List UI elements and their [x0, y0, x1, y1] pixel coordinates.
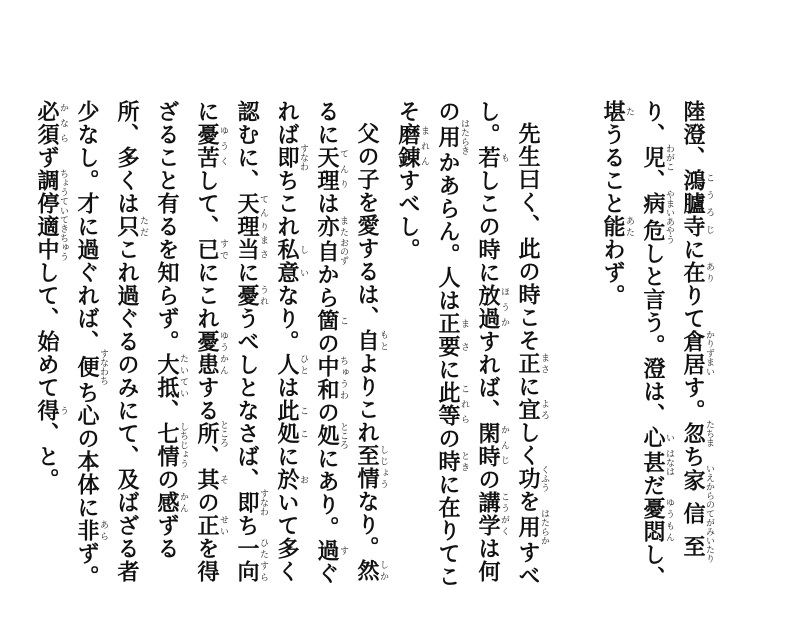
text-run: は何の [435, 100, 501, 583]
text-run: しこの時に [475, 169, 501, 284]
text-run: すれば、 [475, 330, 501, 422]
ruby-base: 家信至 [680, 464, 706, 563]
text-run: を得ざること有るを知らず。 [154, 100, 220, 583]
ruby-base: 病 [640, 190, 666, 217]
ruby-base: 天理当 [234, 192, 260, 261]
ruby-word [640, 190, 674, 217]
text-run: の [475, 468, 501, 491]
furigana: やまい [664, 190, 674, 217]
ruby-base: 中和 [314, 355, 340, 401]
text-run: これ過ぐるのみにて、及ばざる者少なし。才に過ぐれば、 [74, 100, 140, 583]
text-run: なり。 [354, 490, 380, 559]
ruby-base: 便 [74, 349, 100, 385]
ruby-word [640, 144, 674, 171]
furigana: ひと [298, 353, 308, 376]
ruby-base: 感 [154, 491, 180, 514]
ruby-base: 時 [435, 450, 461, 473]
ruby-word [640, 497, 674, 543]
ruby-base: 児 [640, 144, 666, 171]
ruby-word [194, 420, 228, 447]
ruby-word [314, 539, 348, 562]
ruby-word [475, 422, 509, 468]
ruby-word [314, 238, 348, 265]
ruby-word [515, 398, 549, 421]
text-run: に [680, 238, 706, 261]
ruby-base: 調停適中 [34, 169, 60, 261]
ruby-base: 憂患 [194, 330, 220, 376]
ruby-word [435, 119, 469, 155]
ruby-base: 其 [194, 468, 220, 491]
ruby-word [154, 422, 188, 468]
ruby-word [234, 284, 268, 307]
ruby-base: 堪 [600, 100, 626, 123]
ruby-base: 七情 [154, 422, 180, 468]
ruby-base: 大抵 [154, 353, 180, 399]
ruby-base: 磨錬 [395, 123, 421, 169]
text-run: 、 [154, 399, 180, 422]
text-run: るに [314, 100, 340, 146]
text-run: ずる所、多くは [114, 100, 180, 560]
furigana: すなわち [98, 349, 108, 385]
ruby-word [74, 519, 108, 542]
furigana: う [58, 399, 68, 422]
text-run: りて [680, 284, 706, 330]
text-run: に在りてこそ [395, 100, 461, 588]
text-run: り、 [640, 100, 666, 146]
ruby-base: 危 [640, 217, 666, 244]
ruby-base: 自 [354, 329, 380, 352]
text-run: から [314, 263, 340, 309]
ruby-word [234, 489, 268, 516]
furigana: あた [624, 215, 634, 238]
ruby-base: 甚 [640, 449, 666, 476]
text-run: かあらん。人は [435, 151, 461, 312]
furigana: ちゅうわ [338, 355, 348, 401]
ruby-word [234, 537, 268, 583]
ruby-base: 能 [600, 215, 626, 238]
ruby-base: 用 [515, 509, 541, 545]
furigana: ところ [338, 422, 348, 449]
ruby-word [314, 422, 348, 449]
text-run: に [194, 100, 220, 123]
text-run: なり。 [274, 284, 300, 353]
ruby-base: 心 [640, 426, 666, 449]
ruby-base: 処 [314, 422, 340, 449]
text-run: いて多く認むに、 [234, 100, 300, 583]
ruby-word [680, 169, 714, 238]
furigana: あやう [664, 217, 674, 244]
furigana: もと [378, 329, 388, 352]
furigana: こ [338, 309, 348, 332]
ruby-word [194, 238, 228, 261]
text-run: しく [515, 421, 541, 467]
ruby-word [435, 450, 469, 473]
ruby-word [34, 169, 68, 261]
ruby-word [194, 330, 228, 376]
ruby-word [435, 312, 469, 358]
furigana: よろ [539, 398, 549, 421]
ruby-base: 非 [74, 519, 100, 542]
ruby-base: 用 [435, 119, 461, 155]
ruby-base: 憂 [234, 284, 260, 307]
ruby-base: 於 [274, 468, 300, 491]
ruby-word [314, 355, 348, 401]
ruby-word [354, 559, 388, 582]
ruby-base: 倉居 [680, 330, 706, 376]
ruby-base: 一向 [234, 537, 260, 583]
furigana: あり [704, 261, 714, 284]
furigana: た [624, 100, 634, 123]
furigana: ひたすら [258, 537, 268, 583]
text-run: は [274, 376, 300, 399]
ruby-base: 閑時 [475, 422, 501, 468]
ruby-base: 私意 [274, 238, 300, 284]
text-run: ち心の本体に [74, 381, 100, 519]
text-run: の [314, 401, 340, 424]
text-run: す。 [680, 376, 706, 422]
text-run: ちこれ [274, 169, 300, 238]
furigana: すなわ [298, 144, 308, 171]
text-run: わず。 [600, 238, 626, 307]
ruby-word [475, 284, 509, 330]
paragraph-2 [388, 100, 549, 600]
furigana: まさ [459, 312, 469, 358]
text-run: しと言う。澄は、 [640, 242, 666, 426]
text-run: して、始めて [34, 261, 60, 399]
paragraph-3 [27, 100, 388, 600]
text-run: の [194, 491, 220, 514]
ruby-word [680, 261, 714, 284]
ruby-base: 即 [234, 489, 260, 516]
text-run: すべし。 [395, 169, 421, 261]
ruby-word [515, 509, 549, 545]
ruby-word [515, 352, 549, 375]
text-run: だ [640, 474, 666, 497]
ruby-word [435, 381, 469, 427]
text-run: ち [234, 514, 260, 537]
furigana: こうろじ [704, 169, 714, 238]
text-run: 、と。 [34, 422, 60, 491]
ruby-word [274, 353, 308, 376]
text-run: に [435, 358, 461, 381]
ruby-base: 至情 [354, 444, 380, 490]
text-run: の [154, 468, 180, 491]
text-run: 先生曰く、此の時こそ [515, 122, 541, 352]
ruby-word [314, 146, 348, 192]
text-run: し、 [640, 543, 666, 589]
ruby-word [34, 399, 68, 422]
furigana: しじょう [378, 444, 388, 490]
ruby-base: 必須 [34, 100, 60, 146]
text-run: に [234, 261, 260, 284]
text-run: の [314, 332, 340, 355]
text-run: にこれ [194, 261, 220, 330]
ruby-base: 所 [194, 420, 220, 447]
furigana: かりずまい [704, 330, 714, 376]
ruby-base: 得 [34, 399, 60, 422]
ruby-base: 此等 [435, 381, 461, 427]
ruby-base: 箇 [314, 309, 340, 332]
ruby-word [34, 100, 68, 146]
ruby-word [74, 349, 108, 385]
furigana: す [338, 539, 348, 562]
ruby-word [640, 426, 674, 449]
furigana: ゆうもん [664, 497, 674, 543]
text-run: よりこれ [354, 352, 380, 444]
ruby-base: 人 [274, 353, 300, 376]
furigana: はなは [664, 449, 674, 476]
furigana: うれ [258, 284, 268, 307]
ruby-base: 放過 [475, 284, 501, 330]
furigana: たいてい [178, 353, 188, 399]
text-run: ず。 [74, 542, 100, 588]
ruby-word [314, 215, 348, 238]
furigana: ただ [138, 215, 148, 238]
ruby-word [640, 449, 674, 476]
ruby-word [475, 491, 509, 537]
ruby-word [114, 215, 148, 238]
furigana: かなら [58, 100, 68, 146]
text-run: 父の子を愛するは、 [354, 122, 380, 329]
ruby-word [194, 514, 228, 537]
text-run: 、 [640, 169, 666, 192]
text-run: ぐれば [274, 100, 340, 585]
paragraph-1 [593, 100, 714, 600]
text-run: ず [34, 146, 60, 169]
furigana: も [499, 146, 509, 169]
ruby-base: 正 [194, 514, 220, 537]
furigana: てんり [338, 146, 348, 192]
furigana: かんじ [499, 422, 509, 468]
ruby-word [314, 309, 348, 332]
ruby-word [274, 468, 308, 491]
ruby-base: 宜 [515, 398, 541, 421]
furigana: たちま [704, 420, 714, 447]
furigana: はたらか [539, 509, 549, 545]
ruby-word [640, 217, 674, 244]
ruby-base: 憂悶 [640, 497, 666, 543]
ruby-base: 天理 [314, 146, 340, 192]
ruby-base: 即 [274, 144, 300, 171]
text-run: すべし。 [475, 100, 541, 587]
ruby-word [680, 464, 714, 563]
text-run: ち [680, 445, 706, 468]
ruby-base: 功 [515, 465, 541, 492]
ruby-word [354, 444, 388, 490]
furigana: お [298, 468, 308, 491]
ruby-word [154, 491, 188, 514]
text-run: を [515, 490, 541, 513]
ruby-word [194, 468, 228, 491]
ruby-word [194, 123, 228, 169]
ruby-base: 在 [680, 261, 706, 284]
furigana: はたらき [459, 119, 469, 155]
ruby-base: 過 [314, 539, 340, 562]
furigana: てんりまさ [258, 192, 268, 261]
text-run: は [314, 192, 340, 215]
text-run: 、 [194, 445, 220, 468]
ruby-base: 自 [314, 238, 340, 265]
vertical-text-block [27, 100, 714, 600]
ruby-base: 講学 [475, 491, 501, 537]
text-run: うべしとなさば、 [234, 307, 260, 491]
ruby-word [600, 100, 634, 123]
furigana: しちじょう [178, 422, 188, 468]
furigana: かん [178, 491, 188, 514]
text-run: する [194, 376, 220, 422]
furigana: わがこ [664, 144, 674, 171]
ruby-base: 正 [515, 352, 541, 375]
furigana: い [664, 426, 674, 449]
furigana: ここ [298, 399, 308, 445]
furigana: しか [378, 559, 388, 582]
furigana: しい [298, 238, 308, 284]
ruby-base: 此処 [274, 399, 300, 445]
text-run: して、 [194, 169, 220, 238]
ruby-word [234, 192, 268, 261]
furigana: これら [459, 381, 469, 427]
furigana: ちょうていてきちゅう [58, 169, 68, 261]
text-run: に [274, 445, 300, 468]
text-run: うること [600, 123, 626, 215]
furigana: くふう [539, 465, 549, 492]
ruby-base: 只 [114, 215, 140, 238]
furigana: いえからのてがみいたり [704, 464, 714, 563]
ruby-base: 忽 [680, 420, 706, 447]
furigana: また [338, 215, 348, 238]
furigana: すで [218, 238, 228, 261]
text-run: 陸澄、 [680, 100, 706, 169]
furigana: すなわ [258, 489, 268, 516]
ruby-base: 正要 [435, 312, 461, 358]
text-run: にあり。 [314, 447, 340, 539]
furigana: あら [98, 519, 108, 542]
ruby-word [475, 146, 509, 169]
text-run: の [435, 427, 461, 450]
furigana: こうがく [499, 491, 509, 537]
ruby-base: 然 [354, 559, 380, 582]
ruby-word [600, 215, 634, 238]
ruby-base: 已 [194, 238, 220, 261]
ruby-word [395, 123, 429, 169]
ruby-word [274, 399, 308, 445]
furigana: とき [459, 450, 469, 473]
ruby-word [154, 353, 188, 399]
ruby-base: 鴻臚寺 [680, 169, 706, 238]
ruby-base: 憂苦 [194, 123, 220, 169]
furigana: ゆうかん [218, 330, 228, 376]
furigana: ほうか [499, 284, 509, 330]
ruby-word [354, 329, 388, 352]
ruby-word [515, 465, 549, 492]
ruby-word [680, 420, 714, 447]
ruby-word [274, 238, 308, 284]
furigana: せい [218, 514, 228, 537]
furigana: おのず [338, 238, 348, 265]
furigana: ゆうく [218, 123, 228, 169]
furigana: ところ [218, 420, 228, 447]
ruby-word [680, 330, 714, 376]
ruby-word [274, 144, 308, 171]
furigana: そ [218, 468, 228, 491]
ruby-base: 亦 [314, 215, 340, 238]
furigana: まれん [419, 123, 429, 169]
text-run: に [515, 375, 541, 398]
ruby-base: 若 [475, 146, 501, 169]
furigana: まさ [539, 352, 549, 375]
